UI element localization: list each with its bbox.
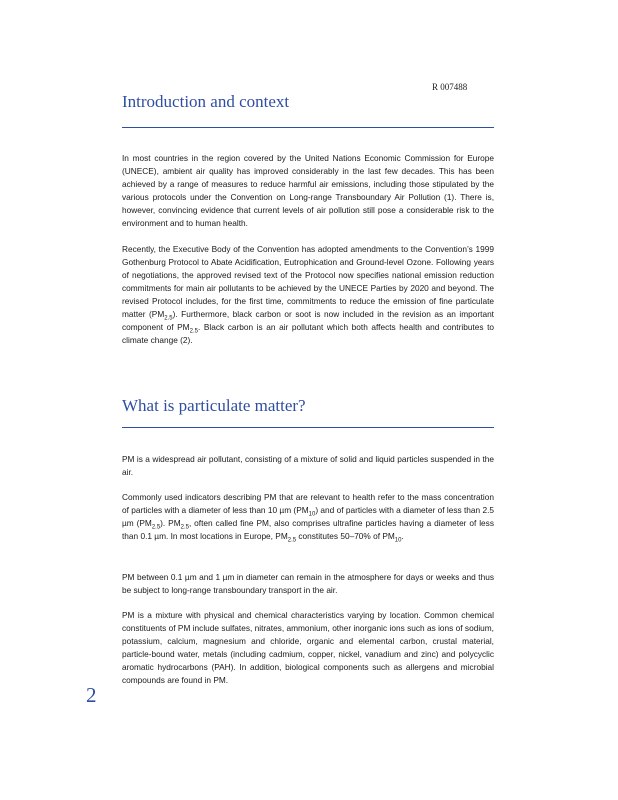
- heading-introduction: Introduction and context: [122, 92, 290, 111]
- heading-rule: [122, 427, 494, 428]
- paragraph: PM is a mixture with physical and chemical characteristics varying by location. Common chemical constituents of PM include sulfates, nitrates, ammonium, other inorganic ions such as ions of sodium, potassium, calcium, magnesium and chloride, organic and elemental carbon, crustal material, particle-bound water, metals (including cadmium, copper, nickel, vanadium and zinc) and polycyclic aromatic hydrocarbons (PAH). In addition, biological components such as allergens and microbial compounds are found in PM.: [122, 610, 494, 685]
- paragraph: Recently, the Executive Body of the Convention has adopted amendments to the Convention’s 1999 Gothenburg Protocol to Abate Acidification, Eutrophication and Ground-level Ozone. Following years of negotiations, the approved revised text of the Protocol now specifies national emission reduction commitments for main air pollutants to be achieved by the UNECE Parties by 2020 and beyond. The revised Protocol includes, for the first time, commitments to reduce the emission of fine particulate matter $(PM_{2.5})$. Furthermore, black carbon or soot is now included in the revision as an important component of $PM_{2.5}$. Black carbon is an air pollutant which both affects health and contributes to climate change (2).: [122, 244, 495, 345]
- paragraph: PM is a widespread air pollutant, consisting of a mixture of solid and liquid particles suspended in the air.: [122, 454, 494, 477]
- page-number: 2: [86, 683, 97, 707]
- paragraph: PM between 0.1 µm and 1 µm in diameter can remain in the atmosphere for days or weeks and thus be subject to long-range transboundary transport in the air.: [122, 572, 494, 595]
- heading-particulate-matter: What is particulate matter?: [122, 396, 306, 415]
- paragraph: In most countries in the region covered by the United Nations Economic Commission for Europe (UNECE), ambient air quality has improved considerably in the last few decades. This has been achieved by a range of measures to reduce harmful air emissions, including those stipulated by the various protocols under the Convention on Long-range Transboundary Air Pollution (1). There is, however, convincing evidence that current levels of air pollution still pose a considerable risk to the environment and to human health.: [122, 153, 494, 228]
- heading-rule: [122, 127, 494, 128]
- paragraph: Commonly used indicators describing PM that are relevant to health refer to the mass concentration of particles with a diameter of less than 10 µm $(PM_{10})$ and of particles with a diameter of less than 2.5 µm $(PM_{2.5})$. $PM_{2.5}$, often called fine PM, also comprises ultrafine particles having a diameter of less than 0.1 µm. In most locations in Europe, $PM_{2.5}$ constitutes 50–70% of $PM_{10}$.: [122, 492, 494, 544]
- document-reference: R 007488: [432, 82, 468, 92]
